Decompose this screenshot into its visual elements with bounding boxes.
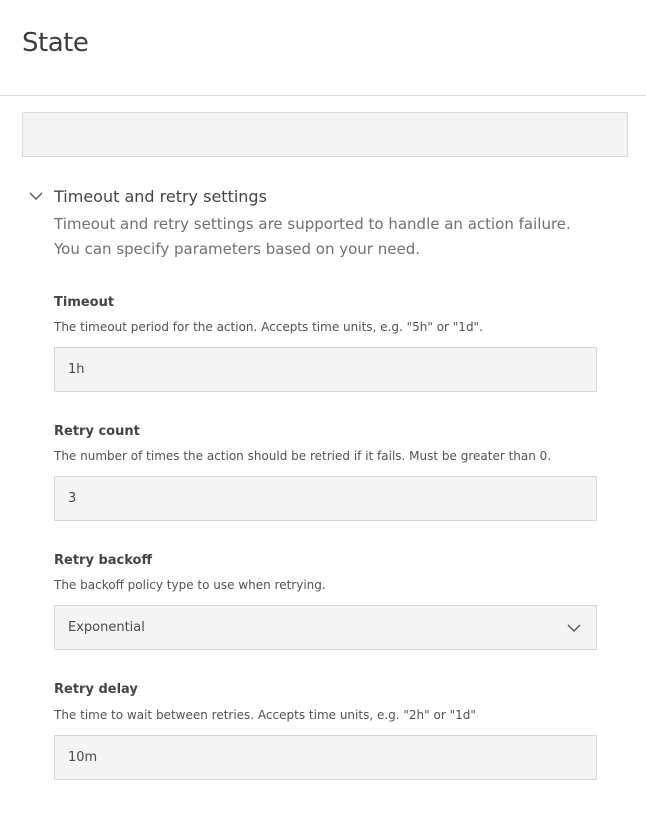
page-title: State <box>22 28 89 58</box>
timeout-input[interactable] <box>54 347 597 392</box>
retry-delay-help: The time to wait between retries. Accepts time units, e.g. "2h" or "1d" <box>54 708 476 722</box>
retry-delay-value: 10m <box>68 750 98 765</box>
timeout-help: The timeout period for the action. Accepts time units, e.g. "5h" or "1d". <box>54 320 483 334</box>
partial-field-input[interactable] <box>22 112 628 157</box>
chevron-down-icon <box>28 188 44 204</box>
timeout-label: Timeout <box>54 295 115 310</box>
retry-backoff-label: Retry backoff <box>54 553 152 568</box>
retry-backoff-select[interactable] <box>54 605 597 650</box>
panel-header <box>0 0 646 96</box>
retry-count-input[interactable] <box>54 476 597 521</box>
section-description: Timeout and retry settings are supported to handle an action failure. You can specify parameters based on your need. <box>54 215 571 258</box>
retry-backoff-value: Exponential <box>68 620 145 635</box>
timeout-value: 1h <box>68 362 85 377</box>
retry-delay-label: Retry delay <box>54 682 138 697</box>
section-title: Timeout and retry settings <box>54 186 267 206</box>
retry-count-value: 3 <box>68 491 77 506</box>
retry-count-label: Retry count <box>54 424 140 439</box>
retry-backoff-help: The backoff policy type to use when retrying. <box>54 578 326 592</box>
timeout-retry-toggle[interactable] <box>28 184 267 208</box>
retry-count-help: The number of times the action should be retried if it fails. Must be greater than 0. <box>54 449 552 463</box>
retry-delay-input[interactable] <box>54 735 597 780</box>
chevron-down-icon <box>566 620 582 636</box>
